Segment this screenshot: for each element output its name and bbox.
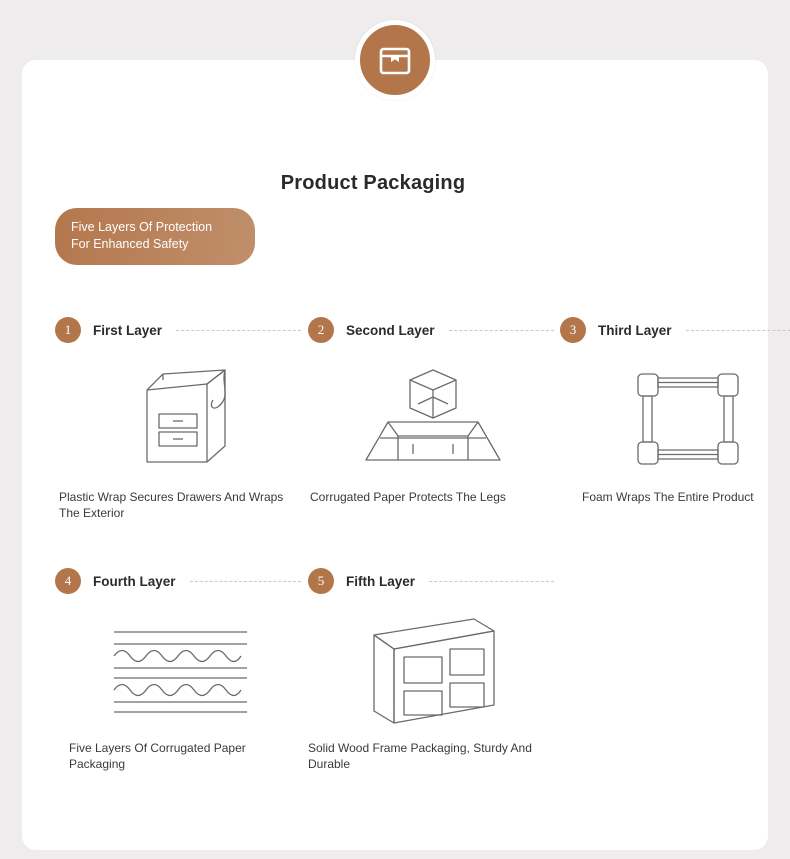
layer-2-number: 2 bbox=[308, 317, 334, 343]
layer-1-label: First Layer bbox=[93, 322, 163, 338]
dashed-divider bbox=[449, 330, 554, 331]
layer-3-label: Third Layer bbox=[598, 322, 672, 338]
plastic-wrap-dresser-icon bbox=[73, 359, 305, 479]
layer-item-5 bbox=[308, 564, 558, 772]
package-box-icon bbox=[355, 20, 435, 100]
layer-4-number: 4 bbox=[55, 568, 81, 594]
layer-4-label: Fourth Layer bbox=[93, 573, 176, 589]
layer-item-1 bbox=[55, 313, 305, 521]
layer-4-description: Five Layers Of Corrugated Paper Packaging bbox=[69, 741, 246, 771]
pill-line-2: For Enhanced Safety bbox=[71, 237, 189, 251]
dashed-divider bbox=[686, 330, 790, 331]
wood-frame-crate-icon bbox=[308, 610, 558, 730]
layer-3-number: 3 bbox=[560, 317, 586, 343]
dashed-divider bbox=[429, 581, 554, 582]
layer-5-label: Fifth Layer bbox=[346, 573, 416, 589]
pill-line-1: Five Layers Of Protection bbox=[71, 220, 213, 234]
layer-3-header bbox=[560, 313, 790, 347]
corrugated-paper-legs-icon bbox=[308, 359, 558, 479]
layer-4-header bbox=[55, 564, 305, 598]
layer-5-number: 5 bbox=[308, 568, 334, 594]
layer-3-description: Foam Wraps The Entire Product bbox=[582, 490, 754, 504]
layer-1-header bbox=[55, 313, 305, 347]
layer-2-description: Corrugated Paper Protects The Legs bbox=[310, 490, 506, 504]
layer-1-number: 1 bbox=[55, 317, 81, 343]
protection-pill bbox=[55, 208, 255, 265]
layer-5-header bbox=[308, 564, 558, 598]
foam-corner-wrap-icon bbox=[566, 359, 790, 479]
layer-item-2 bbox=[308, 313, 558, 505]
page-title: Product Packaging bbox=[280, 172, 466, 194]
layer-1-description: Plastic Wrap Secures Drawers And Wraps The Exterior bbox=[59, 490, 284, 520]
layer-2-label: Second Layer bbox=[346, 322, 435, 338]
dashed-divider bbox=[190, 581, 301, 582]
corrugated-layers-icon bbox=[55, 610, 305, 730]
dashed-divider bbox=[176, 330, 301, 331]
layer-item-3 bbox=[560, 313, 790, 505]
layer-5-description: Solid Wood Frame Packaging, Sturdy And Durable bbox=[308, 741, 532, 771]
layer-item-4 bbox=[55, 564, 305, 772]
layer-2-header bbox=[308, 313, 558, 347]
